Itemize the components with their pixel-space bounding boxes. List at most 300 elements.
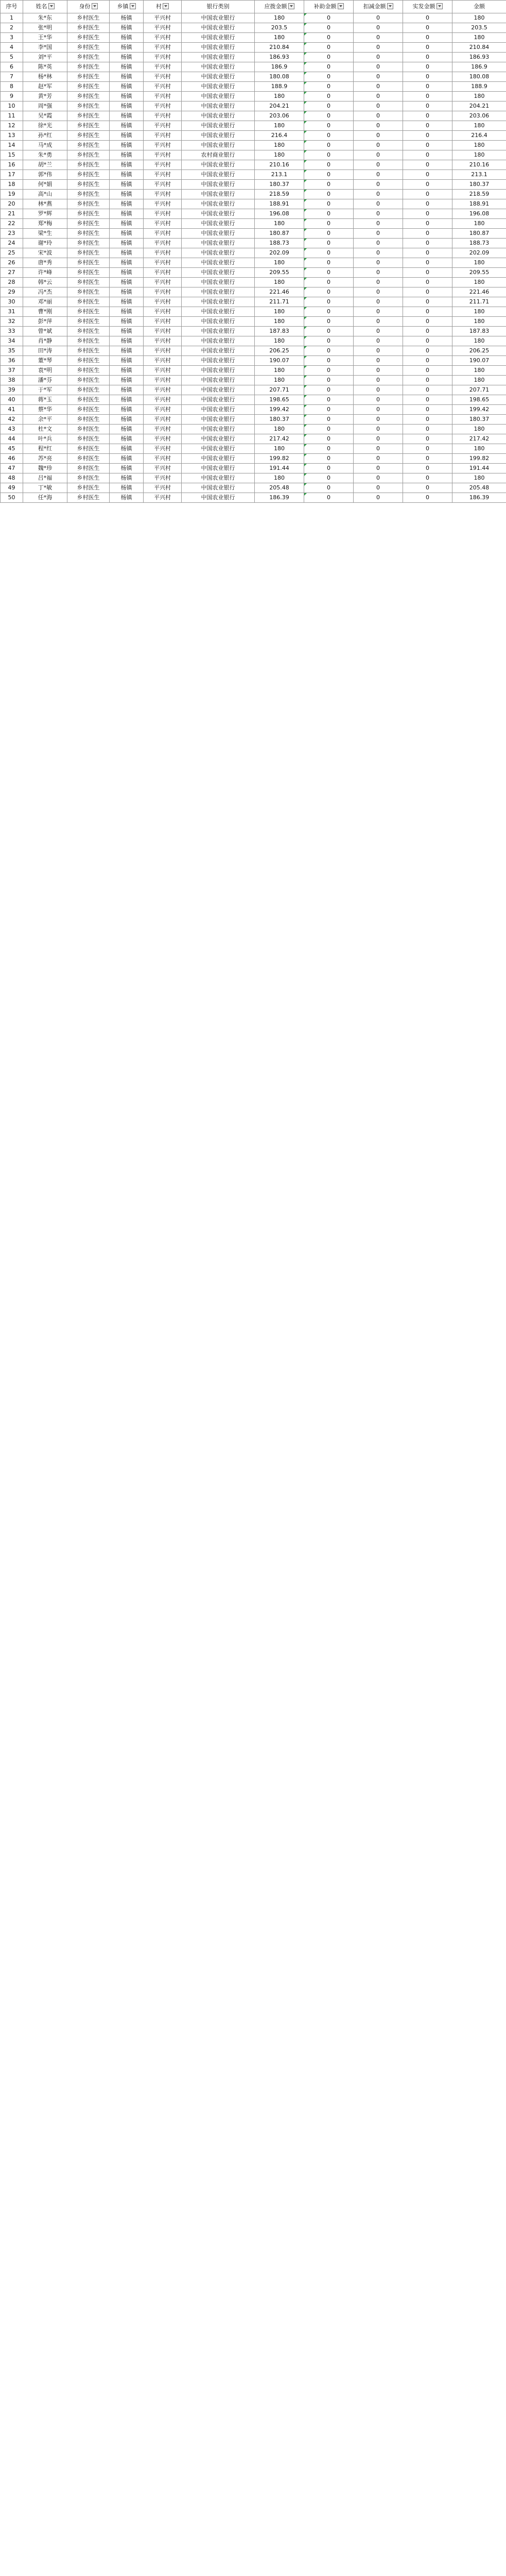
table-cell[interactable]: 186.9 xyxy=(452,62,506,72)
table-cell[interactable]: 0 xyxy=(403,82,452,92)
table-cell[interactable]: 中国农业银行 xyxy=(182,327,255,336)
table-cell[interactable]: 186.93 xyxy=(255,53,304,62)
table-cell[interactable]: 平兴村 xyxy=(144,92,182,101)
table-cell[interactable]: 0 xyxy=(304,121,354,131)
table-cell[interactable]: 乡村医生 xyxy=(67,209,110,219)
table-cell[interactable]: 0 xyxy=(304,258,354,268)
table-cell[interactable]: 中国农业银行 xyxy=(182,33,255,43)
table-cell[interactable]: 乡村医生 xyxy=(67,415,110,425)
table-cell[interactable]: 43 xyxy=(1,425,23,434)
table-cell[interactable]: 180 xyxy=(255,258,304,268)
table-cell[interactable]: 213.1 xyxy=(255,170,304,180)
table-cell[interactable]: 乡村医生 xyxy=(67,170,110,180)
table-cell[interactable]: 何*娟 xyxy=(23,180,67,190)
filter-dropdown-icon[interactable] xyxy=(437,3,443,9)
table-cell[interactable]: 0 xyxy=(403,23,452,33)
table-cell[interactable]: 中国农业银行 xyxy=(182,268,255,278)
table-cell[interactable]: 180 xyxy=(452,425,506,434)
table-cell[interactable]: 0 xyxy=(304,473,354,483)
table-cell[interactable]: 180.37 xyxy=(452,180,506,190)
table-cell[interactable]: 中国农业银行 xyxy=(182,111,255,121)
table-cell[interactable]: 平兴村 xyxy=(144,150,182,160)
table-cell[interactable]: 乡村医生 xyxy=(67,336,110,346)
table-cell[interactable]: 0 xyxy=(403,190,452,199)
table-cell[interactable]: 0 xyxy=(354,23,403,33)
table-cell[interactable]: 杨镇 xyxy=(110,141,144,150)
table-cell[interactable]: 赵*军 xyxy=(23,82,67,92)
table-cell[interactable]: 12 xyxy=(1,121,23,131)
table-cell[interactable]: 0 xyxy=(304,150,354,160)
table-cell[interactable]: 38 xyxy=(1,376,23,385)
table-cell[interactable]: 5 xyxy=(1,53,23,62)
table-cell[interactable]: 中国农业银行 xyxy=(182,454,255,464)
table-cell[interactable]: 0 xyxy=(403,33,452,43)
table-cell[interactable]: 217.42 xyxy=(452,434,506,444)
table-cell[interactable]: 0 xyxy=(354,356,403,366)
table-cell[interactable]: 203.06 xyxy=(452,111,506,121)
table-cell[interactable]: 平兴村 xyxy=(144,493,182,503)
table-cell[interactable]: 平兴村 xyxy=(144,268,182,278)
table-cell[interactable]: 7 xyxy=(1,72,23,82)
table-cell[interactable]: 平兴村 xyxy=(144,473,182,483)
table-cell[interactable]: 0 xyxy=(304,239,354,248)
table-cell[interactable]: 乡村医生 xyxy=(67,53,110,62)
table-cell[interactable]: 0 xyxy=(403,92,452,101)
table-cell[interactable]: 杜*文 xyxy=(23,425,67,434)
table-cell[interactable]: 16 xyxy=(1,160,23,170)
table-cell[interactable]: 221.46 xyxy=(452,287,506,297)
table-cell[interactable]: 平兴村 xyxy=(144,405,182,415)
table-cell[interactable]: 杨镇 xyxy=(110,346,144,356)
table-cell[interactable]: 0 xyxy=(304,33,354,43)
table-cell[interactable]: 平兴村 xyxy=(144,62,182,72)
table-cell[interactable]: 乡村医生 xyxy=(67,395,110,405)
table-cell[interactable]: 平兴村 xyxy=(144,287,182,297)
table-cell[interactable]: 210.16 xyxy=(255,160,304,170)
table-cell[interactable]: 191.44 xyxy=(255,464,304,473)
table-cell[interactable]: 188.73 xyxy=(255,239,304,248)
table-cell[interactable]: 乡村医生 xyxy=(67,82,110,92)
table-cell[interactable]: 180 xyxy=(255,376,304,385)
table-cell[interactable]: 平兴村 xyxy=(144,219,182,229)
table-cell[interactable]: 216.4 xyxy=(255,131,304,141)
table-cell[interactable]: 杨镇 xyxy=(110,268,144,278)
table-cell[interactable]: 杨镇 xyxy=(110,258,144,268)
table-cell[interactable]: 22 xyxy=(1,219,23,229)
table-cell[interactable]: 杨镇 xyxy=(110,444,144,454)
table-cell[interactable]: 0 xyxy=(354,248,403,258)
table-cell[interactable]: 0 xyxy=(403,209,452,219)
table-cell[interactable]: 平兴村 xyxy=(144,131,182,141)
table-cell[interactable]: 朱*东 xyxy=(23,13,67,23)
table-cell[interactable]: 180 xyxy=(255,317,304,327)
table-cell[interactable]: 47 xyxy=(1,464,23,473)
table-cell[interactable]: 乡村医生 xyxy=(67,248,110,258)
table-cell[interactable]: 0 xyxy=(304,92,354,101)
table-cell[interactable]: 0 xyxy=(354,190,403,199)
table-cell[interactable]: 平兴村 xyxy=(144,395,182,405)
table-cell[interactable]: 0 xyxy=(304,23,354,33)
table-cell[interactable]: 杨镇 xyxy=(110,464,144,473)
table-cell[interactable]: 0 xyxy=(354,464,403,473)
table-cell[interactable]: 0 xyxy=(403,239,452,248)
table-cell[interactable]: 乡村医生 xyxy=(67,180,110,190)
table-cell[interactable]: 于*军 xyxy=(23,385,67,395)
table-cell[interactable]: 180 xyxy=(452,141,506,150)
table-cell[interactable]: 杨镇 xyxy=(110,366,144,376)
table-cell[interactable]: 188.9 xyxy=(255,82,304,92)
table-cell[interactable]: 0 xyxy=(354,395,403,405)
table-cell[interactable]: 0 xyxy=(403,101,452,111)
table-cell[interactable]: 186.93 xyxy=(452,53,506,62)
table-cell[interactable]: 乡村医生 xyxy=(67,297,110,307)
table-cell[interactable]: 0 xyxy=(354,53,403,62)
table-cell[interactable]: 0 xyxy=(354,425,403,434)
table-cell[interactable]: 3 xyxy=(1,33,23,43)
table-cell[interactable]: 0 xyxy=(354,82,403,92)
table-cell[interactable]: 23 xyxy=(1,229,23,239)
table-cell[interactable]: 24 xyxy=(1,239,23,248)
table-cell[interactable]: 平兴村 xyxy=(144,366,182,376)
table-cell[interactable]: 0 xyxy=(354,150,403,160)
table-cell[interactable]: 中国农业银行 xyxy=(182,297,255,307)
table-cell[interactable]: 乡村医生 xyxy=(67,258,110,268)
table-cell[interactable]: 0 xyxy=(354,346,403,356)
table-cell[interactable]: 0 xyxy=(304,229,354,239)
table-cell[interactable]: 0 xyxy=(403,405,452,415)
table-cell[interactable]: 0 xyxy=(304,454,354,464)
table-cell[interactable]: 杨镇 xyxy=(110,239,144,248)
table-cell[interactable]: 28 xyxy=(1,278,23,287)
table-cell[interactable]: 1 xyxy=(1,13,23,23)
table-cell[interactable]: 188.91 xyxy=(452,199,506,209)
table-cell[interactable]: 0 xyxy=(354,111,403,121)
table-cell[interactable]: 0 xyxy=(403,385,452,395)
table-cell[interactable]: 0 xyxy=(403,141,452,150)
table-cell[interactable]: 0 xyxy=(304,346,354,356)
table-cell[interactable]: 205.48 xyxy=(452,483,506,493)
table-cell[interactable]: 0 xyxy=(403,336,452,346)
table-cell[interactable]: 0 xyxy=(354,131,403,141)
table-cell[interactable]: 180 xyxy=(255,366,304,376)
table-cell[interactable]: 平兴村 xyxy=(144,101,182,111)
table-cell[interactable]: 0 xyxy=(354,444,403,454)
table-cell[interactable]: 0 xyxy=(403,160,452,170)
table-cell[interactable]: 杨镇 xyxy=(110,278,144,287)
table-cell[interactable]: 乡村医生 xyxy=(67,62,110,72)
table-cell[interactable]: 0 xyxy=(403,425,452,434)
table-cell[interactable]: 0 xyxy=(403,199,452,209)
table-cell[interactable]: 0 xyxy=(354,43,403,53)
table-cell[interactable]: 180 xyxy=(255,473,304,483)
table-cell[interactable]: 蒋*玉 xyxy=(23,395,67,405)
table-cell[interactable]: 马*成 xyxy=(23,141,67,150)
table-cell[interactable]: 0 xyxy=(354,454,403,464)
filter-dropdown-icon[interactable] xyxy=(163,3,169,9)
table-cell[interactable]: 45 xyxy=(1,444,23,454)
table-cell[interactable]: 杨镇 xyxy=(110,33,144,43)
table-cell[interactable]: 0 xyxy=(354,62,403,72)
table-cell[interactable]: 41 xyxy=(1,405,23,415)
table-cell[interactable]: 中国农业银行 xyxy=(182,160,255,170)
table-cell[interactable]: 199.82 xyxy=(452,454,506,464)
table-cell[interactable]: 中国农业银行 xyxy=(182,395,255,405)
table-cell[interactable]: 叶*兵 xyxy=(23,434,67,444)
table-cell[interactable]: 程*红 xyxy=(23,444,67,454)
table-cell[interactable]: 杨镇 xyxy=(110,190,144,199)
table-cell[interactable]: 平兴村 xyxy=(144,239,182,248)
table-cell[interactable]: 中国农业银行 xyxy=(182,258,255,268)
table-cell[interactable]: 0 xyxy=(403,229,452,239)
table-cell[interactable]: 乡村医生 xyxy=(67,101,110,111)
table-cell[interactable]: 0 xyxy=(304,317,354,327)
table-cell[interactable]: 杨镇 xyxy=(110,229,144,239)
table-cell[interactable]: 196.08 xyxy=(452,209,506,219)
table-cell[interactable]: 刘*平 xyxy=(23,53,67,62)
table-cell[interactable]: 冯*杰 xyxy=(23,287,67,297)
table-cell[interactable]: 204.21 xyxy=(255,101,304,111)
table-cell[interactable]: 乡村医生 xyxy=(67,287,110,297)
table-cell[interactable]: 0 xyxy=(304,180,354,190)
table-cell[interactable]: 周*强 xyxy=(23,101,67,111)
table-cell[interactable]: 180 xyxy=(452,366,506,376)
table-cell[interactable]: 187.83 xyxy=(452,327,506,336)
table-cell[interactable]: 0 xyxy=(354,415,403,425)
table-cell[interactable]: 田*涛 xyxy=(23,346,67,356)
table-cell[interactable]: 杨镇 xyxy=(110,434,144,444)
table-cell[interactable]: 0 xyxy=(354,493,403,503)
table-cell[interactable]: 潘*芬 xyxy=(23,376,67,385)
table-cell[interactable]: 0 xyxy=(403,170,452,180)
table-cell[interactable]: 209.55 xyxy=(452,268,506,278)
table-cell[interactable]: 杨镇 xyxy=(110,62,144,72)
table-cell[interactable]: 张*明 xyxy=(23,23,67,33)
table-cell[interactable]: 中国农业银行 xyxy=(182,131,255,141)
table-cell[interactable]: 中国农业银行 xyxy=(182,82,255,92)
table-cell[interactable]: 0 xyxy=(354,307,403,317)
table-cell[interactable]: 中国农业银行 xyxy=(182,336,255,346)
table-cell[interactable]: 0 xyxy=(304,376,354,385)
filter-dropdown-icon[interactable] xyxy=(92,3,98,9)
table-cell[interactable]: 平兴村 xyxy=(144,82,182,92)
table-cell[interactable]: 乡村医生 xyxy=(67,13,110,23)
table-cell[interactable]: 中国农业银行 xyxy=(182,307,255,317)
table-cell[interactable]: 肖*静 xyxy=(23,336,67,346)
table-cell[interactable]: 平兴村 xyxy=(144,307,182,317)
table-cell[interactable]: 202.09 xyxy=(452,248,506,258)
table-cell[interactable]: 0 xyxy=(304,287,354,297)
table-cell[interactable]: 50 xyxy=(1,493,23,503)
table-cell[interactable]: 乡村医生 xyxy=(67,190,110,199)
table-cell[interactable]: 0 xyxy=(354,287,403,297)
table-cell[interactable]: 206.25 xyxy=(452,346,506,356)
table-cell[interactable]: 唐*秀 xyxy=(23,258,67,268)
table-cell[interactable]: 0 xyxy=(354,121,403,131)
table-cell[interactable]: 中国农业银行 xyxy=(182,239,255,248)
table-cell[interactable]: 0 xyxy=(354,376,403,385)
table-cell[interactable]: 2 xyxy=(1,23,23,33)
table-cell[interactable]: 0 xyxy=(304,268,354,278)
table-cell[interactable]: 180.37 xyxy=(452,415,506,425)
table-cell[interactable]: 49 xyxy=(1,483,23,493)
table-cell[interactable]: 0 xyxy=(403,444,452,454)
table-cell[interactable]: 0 xyxy=(304,72,354,82)
table-cell[interactable]: 杨镇 xyxy=(110,317,144,327)
table-cell[interactable]: 乡村医生 xyxy=(67,43,110,53)
table-cell[interactable]: 0 xyxy=(304,356,354,366)
table-cell[interactable]: 平兴村 xyxy=(144,33,182,43)
table-cell[interactable]: 乡村医生 xyxy=(67,131,110,141)
table-cell[interactable]: 0 xyxy=(304,219,354,229)
table-cell[interactable]: 平兴村 xyxy=(144,111,182,121)
filter-dropdown-icon[interactable] xyxy=(338,3,344,9)
table-cell[interactable]: 乡村医生 xyxy=(67,493,110,503)
table-cell[interactable]: 204.21 xyxy=(452,101,506,111)
table-cell[interactable]: 朱*勇 xyxy=(23,150,67,160)
table-cell[interactable]: 0 xyxy=(304,199,354,209)
table-cell[interactable]: 0 xyxy=(304,297,354,307)
table-cell[interactable]: 中国农业银行 xyxy=(182,425,255,434)
table-cell[interactable]: 平兴村 xyxy=(144,258,182,268)
table-cell[interactable]: 0 xyxy=(354,278,403,287)
table-cell[interactable]: 中国农业银行 xyxy=(182,366,255,376)
table-cell[interactable]: 杨镇 xyxy=(110,82,144,92)
table-cell[interactable]: 曾*斌 xyxy=(23,327,67,336)
table-cell[interactable]: 乡村医生 xyxy=(67,327,110,336)
table-cell[interactable]: 杨镇 xyxy=(110,170,144,180)
table-cell[interactable]: 0 xyxy=(304,425,354,434)
table-cell[interactable]: 平兴村 xyxy=(144,121,182,131)
table-cell[interactable]: 0 xyxy=(354,336,403,346)
table-cell[interactable]: 中国农业银行 xyxy=(182,444,255,454)
table-cell[interactable]: 11 xyxy=(1,111,23,121)
table-cell[interactable]: 平兴村 xyxy=(144,23,182,33)
table-cell[interactable]: 0 xyxy=(304,248,354,258)
table-cell[interactable]: 180 xyxy=(452,473,506,483)
table-cell[interactable]: 0 xyxy=(403,278,452,287)
table-cell[interactable]: 杨镇 xyxy=(110,473,144,483)
table-cell[interactable]: 0 xyxy=(403,72,452,82)
table-cell[interactable]: 中国农业银行 xyxy=(182,53,255,62)
table-cell[interactable]: 杨镇 xyxy=(110,307,144,317)
table-cell[interactable]: 180 xyxy=(452,444,506,454)
table-cell[interactable]: 180 xyxy=(255,13,304,23)
table-cell[interactable]: 杨镇 xyxy=(110,415,144,425)
table-cell[interactable]: 袁*明 xyxy=(23,366,67,376)
table-cell[interactable]: 董*琴 xyxy=(23,356,67,366)
table-cell[interactable]: 乡村医生 xyxy=(67,405,110,415)
table-cell[interactable]: 0 xyxy=(403,297,452,307)
table-cell[interactable]: 乡村医生 xyxy=(67,199,110,209)
table-cell[interactable]: 平兴村 xyxy=(144,317,182,327)
table-cell[interactable]: 彭*萍 xyxy=(23,317,67,327)
table-cell[interactable]: 平兴村 xyxy=(144,346,182,356)
table-cell[interactable]: 0 xyxy=(354,317,403,327)
table-cell[interactable]: 29 xyxy=(1,287,23,297)
table-cell[interactable]: 180 xyxy=(255,150,304,160)
table-cell[interactable]: 218.59 xyxy=(255,190,304,199)
table-cell[interactable]: 180 xyxy=(255,307,304,317)
table-cell[interactable]: 0 xyxy=(304,483,354,493)
table-cell[interactable]: 0 xyxy=(403,415,452,425)
table-cell[interactable]: 180 xyxy=(452,13,506,23)
table-cell[interactable]: 乡村医生 xyxy=(67,141,110,150)
table-cell[interactable]: 高*山 xyxy=(23,190,67,199)
table-cell[interactable]: 平兴村 xyxy=(144,483,182,493)
table-cell[interactable]: 杨镇 xyxy=(110,72,144,82)
table-cell[interactable]: 杨镇 xyxy=(110,101,144,111)
table-cell[interactable]: 191.44 xyxy=(452,464,506,473)
table-cell[interactable]: 203.06 xyxy=(255,111,304,121)
table-cell[interactable]: 0 xyxy=(354,219,403,229)
table-cell[interactable]: 杨镇 xyxy=(110,395,144,405)
table-cell[interactable]: 180 xyxy=(255,425,304,434)
table-cell[interactable]: 0 xyxy=(354,199,403,209)
table-cell[interactable]: 196.08 xyxy=(255,209,304,219)
table-cell[interactable]: 0 xyxy=(403,434,452,444)
table-cell[interactable]: 杨镇 xyxy=(110,53,144,62)
table-cell[interactable]: 180.08 xyxy=(452,72,506,82)
table-cell[interactable]: 中国农业银行 xyxy=(182,219,255,229)
table-cell[interactable]: 0 xyxy=(304,190,354,199)
table-cell[interactable]: 0 xyxy=(403,13,452,23)
table-cell[interactable]: 180.37 xyxy=(255,180,304,190)
table-cell[interactable]: 0 xyxy=(304,111,354,121)
table-cell[interactable]: 杨镇 xyxy=(110,121,144,131)
table-cell[interactable]: 0 xyxy=(403,376,452,385)
table-cell[interactable]: 乡村医生 xyxy=(67,121,110,131)
table-cell[interactable]: 180 xyxy=(452,121,506,131)
table-cell[interactable]: 180 xyxy=(255,219,304,229)
table-cell[interactable]: 0 xyxy=(304,278,354,287)
table-cell[interactable]: 王*华 xyxy=(23,33,67,43)
table-cell[interactable]: 罗*辉 xyxy=(23,209,67,219)
table-cell[interactable]: 平兴村 xyxy=(144,385,182,395)
table-cell[interactable]: 0 xyxy=(304,101,354,111)
table-cell[interactable]: 17 xyxy=(1,170,23,180)
table-cell[interactable]: 207.71 xyxy=(452,385,506,395)
table-cell[interactable]: 乡村医生 xyxy=(67,376,110,385)
table-cell[interactable]: 0 xyxy=(304,141,354,150)
table-cell[interactable]: 胡*兰 xyxy=(23,160,67,170)
table-cell[interactable]: 乡村医生 xyxy=(67,23,110,33)
table-cell[interactable]: 180 xyxy=(255,121,304,131)
table-cell[interactable]: 中国农业银行 xyxy=(182,209,255,219)
table-cell[interactable]: 平兴村 xyxy=(144,72,182,82)
table-cell[interactable]: 186.39 xyxy=(452,493,506,503)
filter-dropdown-icon[interactable] xyxy=(288,3,294,9)
table-cell[interactable]: 乡村医生 xyxy=(67,454,110,464)
table-cell[interactable]: 18 xyxy=(1,180,23,190)
table-cell[interactable]: 杨镇 xyxy=(110,209,144,219)
filter-dropdown-icon[interactable] xyxy=(48,3,55,9)
table-cell[interactable]: 平兴村 xyxy=(144,278,182,287)
table-cell[interactable]: 210.84 xyxy=(255,43,304,53)
table-cell[interactable]: 平兴村 xyxy=(144,43,182,53)
table-cell[interactable]: 0 xyxy=(354,327,403,336)
table-cell[interactable]: 187.83 xyxy=(255,327,304,336)
table-cell[interactable]: 0 xyxy=(403,131,452,141)
table-cell[interactable]: 10 xyxy=(1,101,23,111)
table-cell[interactable]: 186.39 xyxy=(255,493,304,503)
table-cell[interactable]: 平兴村 xyxy=(144,170,182,180)
table-cell[interactable]: 0 xyxy=(403,395,452,405)
table-cell[interactable]: 180 xyxy=(452,219,506,229)
table-cell[interactable]: 中国农业银行 xyxy=(182,92,255,101)
table-cell[interactable]: 平兴村 xyxy=(144,209,182,219)
table-cell[interactable]: 李*国 xyxy=(23,43,67,53)
table-cell[interactable]: 中国农业银行 xyxy=(182,415,255,425)
